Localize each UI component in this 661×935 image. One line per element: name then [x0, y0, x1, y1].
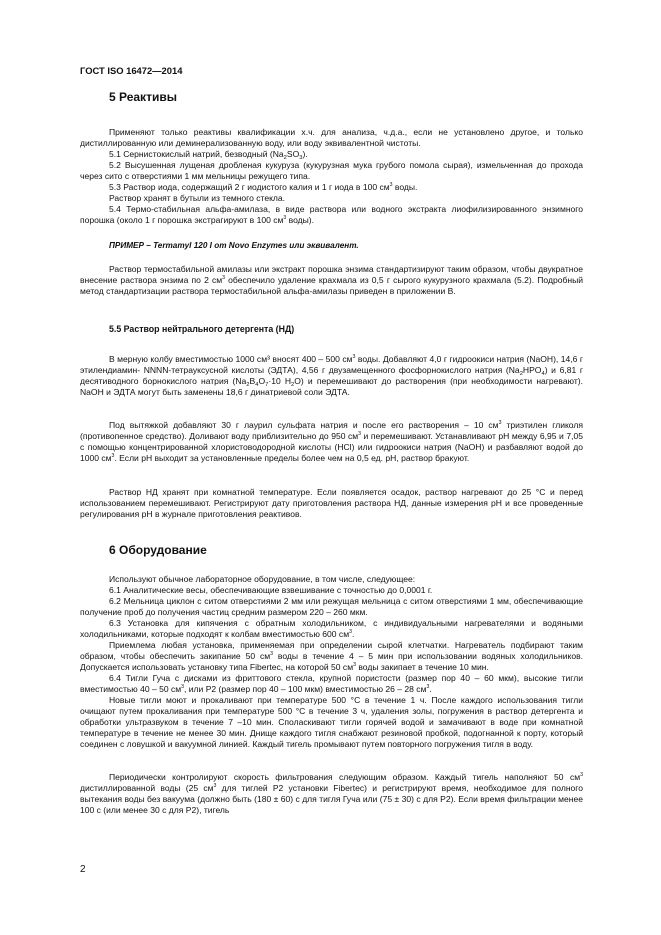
section-5-5-title: 5.5 Раствор нейтрального детергента (НД) [109, 324, 295, 334]
item-6-2: 6.2 Мельница циклон с ситом отверстиями 2 мм или режущая мельница с ситом отверстиями 1 мм, обеспечивающие получение проб до получения частиц средним размером 220 – 260 мкм. [80, 596, 583, 618]
item-5-2: 5.2 Высушенная лущеная дробленая кукуруза (кукурузная мука грубого помола сырая), измельченная до прохода через сито с отверстиями 1 мм мельницы режущего типа. [80, 160, 583, 182]
item-5-1: 5.1 Сернистокислый натрий, безводный $(Na_2SO_3)$. [109, 149, 308, 161]
item-6-1: 6.1 Аналитические весы, обеспечивающие взвешивание с точностью до 0,0001 г. [109, 585, 433, 595]
filtration-rate-control: Периодически контролируют скорость фильтрования следующим образом. Каждый тигель наполняют 50 $см^3$ дистиллированной воды (25 $см^3$ для тиглей Р2 установки Fibertec) и регистрируют время, необходимое для полного вытекания воды без вакуума (должно быть (180 ± 60) с для тигля Гуча или (75 ± 30) с для Р2). Если время фильтрации менее 100 с (или менее 30 с для Р2), тигель [80, 772, 583, 816]
section-6-intro: Используют обычное лабораторное оборудование, в том числе, следующее: [109, 574, 416, 584]
standard-header: ГОСТ ISO 16472—2014 [80, 65, 183, 76]
item-5-3-storage: Раствор хранят в бутыли из темного стекла. [109, 193, 286, 203]
section-6-title: 6 Оборудование [109, 543, 207, 557]
example-note: ПРИМЕР – Termamyl 120 I от Novo Enzymes или эквивалент. [109, 241, 359, 250]
crucible-cleaning: Новые тигли моют и прокаливают при температуре 500 °С в течение 1 ч. После каждого использования тигли очищают путем прокаливания при температуре 500 °С в течение 3 ч, удаления золы, погружения в раствор детергента и обработки ультразвуком в течение 7 –10 мин. Споласкивают тигли горячей водой и замачивают в воде при комнатной температуре в течение не менее 30 мин. Днище каждого тигля снабжают резиновой пробкой, подогнанной к порту, который соединен с ловушкой и вакуумной линией. Каждый тигель промывают путем повторного погружения тигля в воду. [80, 695, 583, 750]
nd-preparation: В мерную колбу вместимостью 1000 см³ вносят 400 – 500 $см^3$ воды. Добавляют 4,0 г гидроокиси натрия (NaOH), 14,6 г этилендиамин- NNNN-тетрауксусной кислоты (ЭДТА), 4,56 г двузамещенного фосфорнокислого натрия $(Na_2HPO_4)$ и 6,81 г десятиводного борнокислого натрия ($Na_2B_4O_7\cdot 10$ $H_2O$) и перемешивают до растворения (при необходимости нагревают). NaOH и ЭДТА могут быть заменены 18,6 г динатриевой соли ЭДТА. [80, 354, 583, 398]
page-number: 2 [80, 864, 86, 875]
item-6-3: 6.3 Установка для кипячения с обратным холодильником, с индивидуальными нагревателями и водяными холодильниками, которые подходят к колбам вместимостью 600 $см^3$. [80, 618, 583, 640]
item-5-3: 5.3 Раствор иода, содержащий 2 г иодистого калия и 1 г иода в 100 $см^3$ воды. [109, 182, 418, 192]
nd-detergent-addition: Под вытяжкой добавляют 30 г лаурил сульфата натрия и после его растворения – 10 $см^3$ триэтилен гликоля (противопенное средство). Доливают воду приблизительно до 950 $см^3$ и перемешивают. Устанавливают рН между 6,95 и 7,05 с помощью концентрированной хлористоводородной кислоты (HCl) или гидроокиси натрия (NaOH) и разбавляют водой до 1000 $см^3$. Если рН выходит за установленные пределы более чем на 0,5 ед. рН, раствор бракуют. [80, 420, 583, 464]
section-5-title: 5 Реактивы [109, 90, 177, 104]
heater-selection: Приемлема любая установка, применяемая при определении сырой клетчатки. Нагреватель подбирают таким образом, чтобы обеспечить закипание 50 $см^3$ воды в течение 4 – 5 мин при использовании водяных холодильников. Допускается использовать установку типа Fibertec, на которой 50 $см^3$ воды закипает в течение 10 мин. [80, 640, 583, 673]
nd-storage: Раствор НД хранят при комнатной температуре. Если появляется осадок, раствор нагревают до 25 °С и перед использованием перемешивают. Регистрируют дату приготовления раствора НД, данные измерения рН и все проведенные регулирования рН в журнале приготовления реактивов. [80, 487, 583, 520]
item-5-4: 5.4 Термо-стабильная альфа-амилаза, в виде раствора или водного экстракта лиофилизированного энзимного порошка (около 1 г порошка экстрагируют в 100 $см^3$ воды). [80, 204, 583, 226]
item-6-4: 6.4 Тигли Гуча с дисками из фриттового стекла, крупной пористости (размер пор 40 – 60 мкм), высокие тигли вместимостью 40 – 50 $см^3$, или Р2 (размер пор 40 – 100 мкм) вместимостью 26 – 28 $см^3$. [80, 673, 583, 695]
section-5-intro: Применяют только реактивы квалификации х.ч. для анализа, ч.д.а., если не установлено другое, и только дистиллированную или деминерализованную воду, или воду эквивалентной чистоты. [80, 127, 583, 149]
amylase-standardization: Раствор термостабильной амилазы или экстракт порошка энзима стандартизируют таким образом, чтобы двукратное внесение раствора энзима по 2 $см^3$ обеспечило удаление крахмала из 0,5 г сырого кукурузного крахмала (5.2). Подробный метод стандартизации раствора термостабильной альфа-амилазы приведен в приложении В. [80, 264, 584, 297]
